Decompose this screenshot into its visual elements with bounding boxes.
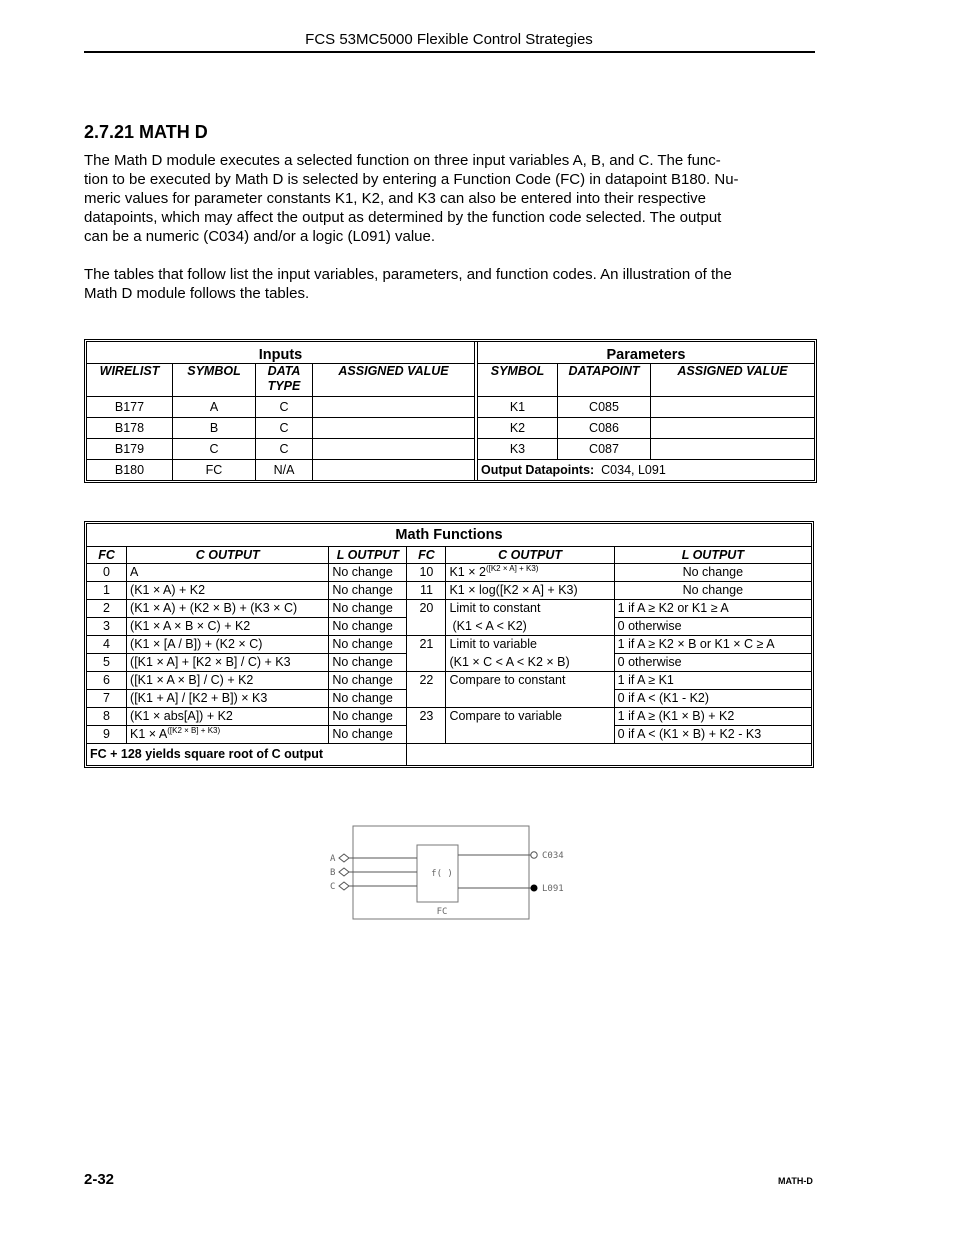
input-c-label: C [330, 882, 336, 892]
l-output-cell: No change [329, 600, 407, 618]
l-output-cell: 0 if A < (K1 × B) + K2 - K3 [614, 726, 811, 744]
table-cell: C [256, 418, 313, 439]
column-header: WIRELIST [87, 364, 173, 397]
column-header: C OUTPUT [446, 547, 614, 564]
l-output-cell: 0 if A < (K1 - K2) [614, 690, 811, 708]
l-output-cell: No change [329, 564, 407, 582]
fc-cell: 22 [407, 672, 446, 690]
table-cell [651, 397, 815, 418]
l-output-cell: 1 if A ≥ K2 or K1 ≥ A [614, 600, 811, 618]
fc-cell: 23 [407, 708, 446, 726]
paragraph-line: Math D module follows the tables. [84, 285, 310, 302]
tables-intro-paragraph [84, 265, 814, 303]
l-output-cell: 1 if A ≥ (K1 × B) + K2 [614, 708, 811, 726]
column-header: L OUTPUT [614, 547, 811, 564]
intro-paragraph [84, 151, 814, 246]
table-row [87, 439, 815, 460]
paragraph-line: datapoints, which may affect the output as determined by the function code selected. The output [84, 209, 722, 226]
c-output-cell: ([K1 × A] + [K2 × B] / C) + K3 [127, 654, 329, 672]
output-datapoints-value: C034, L091 [601, 463, 666, 477]
table-cell: N/A [256, 460, 313, 481]
c-output-cell: (K1 × C < A < K2 × B) [446, 654, 614, 672]
c-output-cell: Limit to variable [446, 636, 614, 654]
output-l091-label: L091 [542, 884, 564, 894]
table-row [87, 397, 815, 418]
l-output-cell: No change [614, 582, 811, 600]
fc-cell: 1 [87, 582, 127, 600]
table-row [87, 564, 812, 582]
l-output-cell: No change [329, 654, 407, 672]
fc-cell: 9 [87, 726, 127, 744]
column-header: DATAPOINT [558, 364, 651, 397]
l-output-cell: No change [329, 690, 407, 708]
fc-cell: 0 [87, 564, 127, 582]
fc-label: FC [436, 907, 448, 917]
table-cell: FC [173, 460, 256, 481]
c-output-cell [446, 564, 614, 582]
formula: K1 × 2 [449, 565, 486, 579]
column-header: ASSIGNED VALUE [651, 364, 815, 397]
numeric-output-connector-icon [531, 852, 537, 858]
table-row [87, 672, 812, 690]
table-cell: K1 [478, 397, 558, 418]
fc-cell: 20 [407, 600, 446, 618]
fc-cell: 4 [87, 636, 127, 654]
table-cell: C [256, 397, 313, 418]
fc-cell: 3 [87, 618, 127, 636]
math-functions-title: Math Functions [87, 524, 812, 547]
column-header: FC [407, 547, 446, 564]
table-cell [313, 439, 475, 460]
c-output-cell: A [127, 564, 329, 582]
c-output-cell: ([K1 × A × B] / C) + K2 [127, 672, 329, 690]
table-row [87, 636, 812, 654]
input-b-connector-icon [339, 868, 349, 876]
table-cell: C085 [558, 397, 651, 418]
table-cell [651, 439, 815, 460]
formula-exponent: ([K2 × B] + K3) [167, 726, 221, 735]
c-output-cell: (K1 < A < K2) [446, 618, 614, 636]
fc-cell: 7 [87, 690, 127, 708]
table-cell: K3 [478, 439, 558, 460]
fc-cell: 21 [407, 636, 446, 654]
column-header: DATA TYPE [256, 364, 313, 397]
c-output-cell: Compare to constant [446, 672, 614, 690]
table-cell: K2 [478, 418, 558, 439]
c-output-cell: (K1 × [A / B]) + (K2 × C) [127, 636, 329, 654]
l-output-cell: No change [329, 672, 407, 690]
formula: K1 × A [130, 727, 168, 741]
fc-cell: 8 [87, 708, 127, 726]
table-cell: B [173, 418, 256, 439]
table-row [87, 582, 812, 600]
c-output-cell: (K1 × abs[A]) + K2 [127, 708, 329, 726]
table-cell [313, 460, 475, 481]
c-output-cell: ([K1 + A] / [K2 + B]) × K3 [127, 690, 329, 708]
table-cell: B179 [87, 439, 173, 460]
input-b-label: B [330, 868, 336, 878]
fc-cell: 5 [87, 654, 127, 672]
table-cell: C [256, 439, 313, 460]
table-cell: B180 [87, 460, 173, 481]
column-header: SYMBOL [478, 364, 558, 397]
fc-cell: 10 [407, 564, 446, 582]
paragraph-line: tion to be executed by Math D is selected by entering a Function Code (FC) in datapoint B180. Nu- [84, 171, 739, 188]
c-output-cell: K1 × log([K2 × A] + K3) [446, 582, 614, 600]
l-output-cell: 0 otherwise [614, 618, 811, 636]
table-cell: A [173, 397, 256, 418]
table-row [87, 654, 812, 672]
table-cell [651, 418, 815, 439]
table-row [87, 690, 812, 708]
l-output-cell: No change [329, 726, 407, 744]
c-output-cell: Limit to constant [446, 600, 614, 618]
l-output-cell: No change [329, 618, 407, 636]
c-output-cell: Compare to variable [446, 708, 614, 726]
column-header: C OUTPUT [127, 547, 329, 564]
column-header: L OUTPUT [329, 547, 407, 564]
fc-cell: 6 [87, 672, 127, 690]
c-output-cell [127, 726, 329, 744]
section-title: 2.7.21 MATH D [84, 122, 208, 142]
table-row [87, 418, 815, 439]
paragraph-line: meric values for parameter constants K1, K2, and K3 can also be entered into their respective [84, 190, 707, 207]
c-output-cell: (K1 × A × B × C) + K2 [127, 618, 329, 636]
column-header: FC [87, 547, 127, 564]
table-cell [313, 397, 475, 418]
page-number: 2-32 [84, 1171, 115, 1188]
function-label: f( ) [431, 869, 453, 879]
parameters-title: Parameters [478, 342, 815, 364]
c-output-cell: (K1 × A) + (K2 × B) + (K3 × C) [127, 600, 329, 618]
io-table [86, 341, 815, 481]
header-rule [84, 51, 815, 53]
paragraph-line: can be a numeric (C034) and/or a logic (L091) value. [84, 228, 436, 245]
table-cell: B178 [87, 418, 173, 439]
input-c-connector-icon [339, 882, 349, 890]
column-header: ASSIGNED VALUE [313, 364, 475, 397]
l-output-cell: No change [329, 708, 407, 726]
input-a-label: A [330, 854, 336, 864]
table-cell [313, 418, 475, 439]
output-datapoints-label: Output Datapoints: [481, 463, 595, 477]
l-output-cell: No change [329, 636, 407, 654]
output-c034-label: C034 [542, 851, 564, 861]
module-name: MATH-D [778, 1176, 813, 1186]
table-cell: C086 [558, 418, 651, 439]
l-output-cell: No change [614, 564, 811, 582]
c-output-cell: (K1 × A) + K2 [127, 582, 329, 600]
math-functions-table [86, 523, 812, 766]
table-row [87, 618, 812, 636]
inputs-title: Inputs [87, 342, 475, 364]
table-cell: B177 [87, 397, 173, 418]
fc-cell: 11 [407, 582, 446, 600]
logic-output-connector-icon [531, 885, 538, 892]
column-header: SYMBOL [173, 364, 256, 397]
table-row [87, 600, 812, 618]
l-output-cell: 0 otherwise [614, 654, 811, 672]
header-title: FCS 53MC5000 Flexible Control Strategies [305, 31, 593, 48]
table-row [87, 460, 815, 481]
math-d-module-diagram [325, 822, 585, 924]
fc-cell: 2 [87, 600, 127, 618]
input-a-connector-icon [339, 854, 349, 862]
table-cell: C087 [558, 439, 651, 460]
l-output-cell: 1 if A ≥ K2 × B or K1 × C ≥ A [614, 636, 811, 654]
math-footnote: FC + 128 yields square root of C output [87, 744, 407, 766]
paragraph-line: The tables that follow list the input variables, parameters, and function codes. An illustration of the [84, 266, 732, 283]
l-output-cell: 1 if A ≥ K1 [614, 672, 811, 690]
output-datapoints [478, 460, 815, 481]
table-cell: C [173, 439, 256, 460]
paragraph-line: The Math D module executes a selected function on three input variables A, B, and C. The func- [84, 152, 721, 169]
formula-exponent: ([K2 × A] + K3) [485, 564, 539, 573]
table-row [87, 708, 812, 726]
l-output-cell: No change [329, 582, 407, 600]
table-row [87, 726, 812, 744]
